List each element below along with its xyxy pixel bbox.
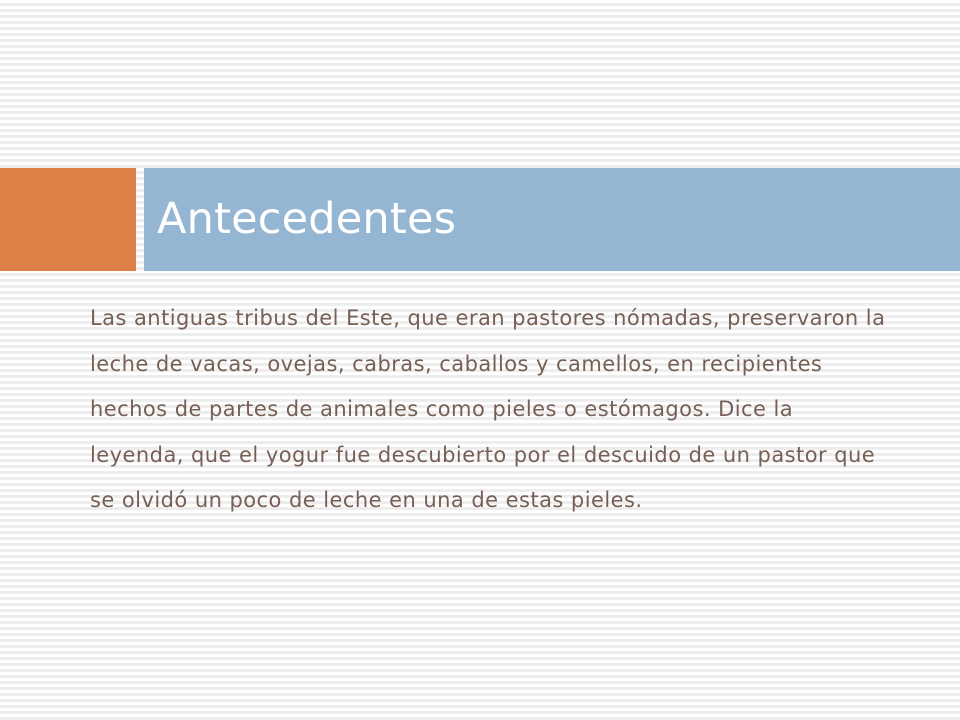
title-bar [144, 168, 960, 271]
slide-title: Antecedentes [157, 194, 457, 244]
accent-block [0, 168, 136, 271]
body-paragraph: Las antiguas tribus del Este, que eran pastores nómadas, preservaron la leche de vacas, ovejas, cabras, caballos y camellos, en recipientes hechos de partes de animales como pieles o estómagos. Dice la leyenda, que el yogur fue descubierto por el descuido de un pastor que se olvidó un poco de leche en una de estas pieles. [90, 306, 886, 512]
